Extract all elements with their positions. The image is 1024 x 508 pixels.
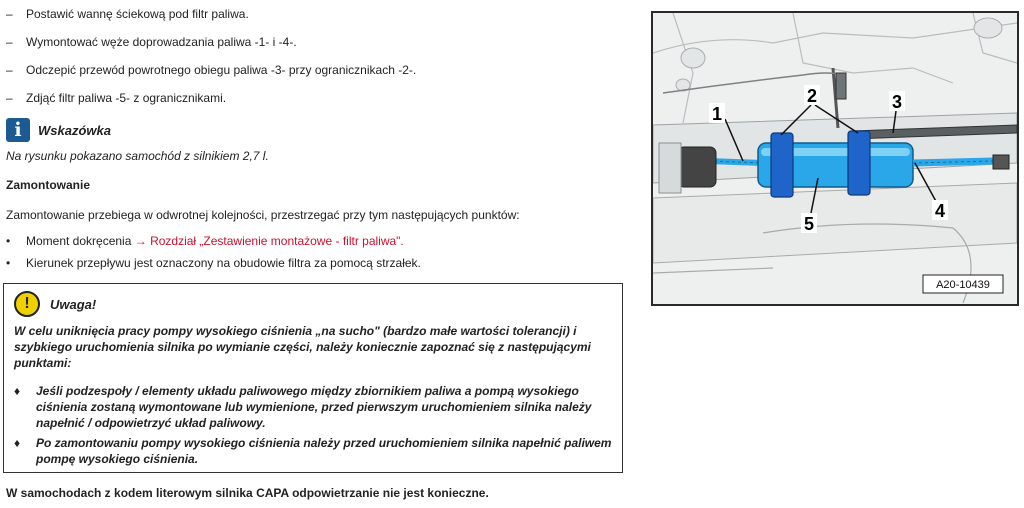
warning-title: Uwaga! [50,296,97,312]
diamond-bullet-icon: ♦ [14,384,21,398]
removal-steps [6,4,606,116]
warning-item [14,435,612,467]
installation-intro: Zamontowanie przebiega w odwrotnej kolejności, przestrzegać przy tym następujących punktów: [6,208,520,222]
fuel-filter-illustration [651,11,1019,306]
footer-note: W samochodach z kodem literowym silnika CAPA odpowietrzanie nie jest konieczne. [6,486,489,500]
fuel-pump-connector [678,147,716,187]
hint-text: Na rysunku pokazano samochód z silnikiem 2,7 l. [6,149,269,163]
bullet-text: Moment dokręcenia [26,234,135,248]
bracket [659,143,681,193]
warning-text: W celu uniknięcia pracy pompy wysokiego ciśnienia „na sucho" (bardzo małe wartości tolerancji) i szybkiego uruchomienia silnika po wymianie części, należy koniecznie zapoznać się z następującymi punktami: [14,324,591,370]
bullet-marker: • [6,256,11,270]
warning-item-text: Jeśli podzespoły / elementy układu paliwowego między zbiornikiem paliwa a pompą wysokiego ciśnienia zostaną wymontowane lub wymienione, przed pierwszym uruchomieniem silnika należy napełnić / odpowietrzyć układ paliwowy. [36,384,592,430]
callout-4: 4 [934,201,946,221]
warning-icon: ! [14,291,40,317]
hint-block [6,118,616,163]
illustration-drawing [653,13,1017,304]
step-item [6,60,606,88]
callout-3: 3 [891,92,903,112]
step-text: Wymontować węże doprowadzania paliwa -1- i -4-. [26,35,297,49]
assembly-overview-link[interactable]: → Rozdział „Zestawienie montażowe - filtr paliwa". [134,234,404,248]
diamond-bullet-icon: ♦ [14,436,21,450]
step-marker: – [6,91,13,105]
warning-item-text: Po zamontowaniu pompy wysokiego ciśnienia należy przed uruchomieniem silnika napełnić paliwem pompę wysokiego ciśnienia. [36,436,612,466]
step-text: Odczepić przewód powrotnego obiegu paliwa -3- przy ogranicznikach -2-. [26,63,417,77]
figure-code: A20-10439 [936,279,990,291]
warning-header [14,291,612,317]
warning-box [3,283,623,473]
callout-1: 1 [711,104,723,124]
callout-2: 2 [806,86,818,106]
step-marker: – [6,63,13,77]
warning-item [14,383,612,431]
installation-bullets [6,233,616,277]
hose-coupling [993,155,1009,169]
clamp-2-right [848,131,870,195]
step-item [6,32,606,60]
bolt-hole [681,48,705,68]
bullet-item [6,233,616,255]
warning-list [14,383,612,467]
connector-valve [836,73,846,99]
info-icon: i [6,118,30,142]
step-item [6,88,606,116]
installation-title: Zamontowanie [6,178,91,192]
step-marker: – [6,7,13,21]
bullet-marker: • [6,234,11,248]
bolt-hole [974,18,1002,38]
hint-title: Wskazówka [38,122,111,138]
callout-5: 5 [803,214,815,234]
step-marker: – [6,35,13,49]
hint-header [6,118,616,142]
step-text: Zdjąć filtr paliwa -5- z ogranicznikami. [26,91,227,105]
clamp-2-left [771,133,793,197]
step-text: Postawić wannę ściekową pod filtr paliwa. [26,7,249,21]
bullet-item [6,255,616,277]
step-item [6,4,606,32]
bullet-text: Kierunek przepływu jest oznaczony na obudowie filtra za pomocą strzałek. [26,256,421,270]
